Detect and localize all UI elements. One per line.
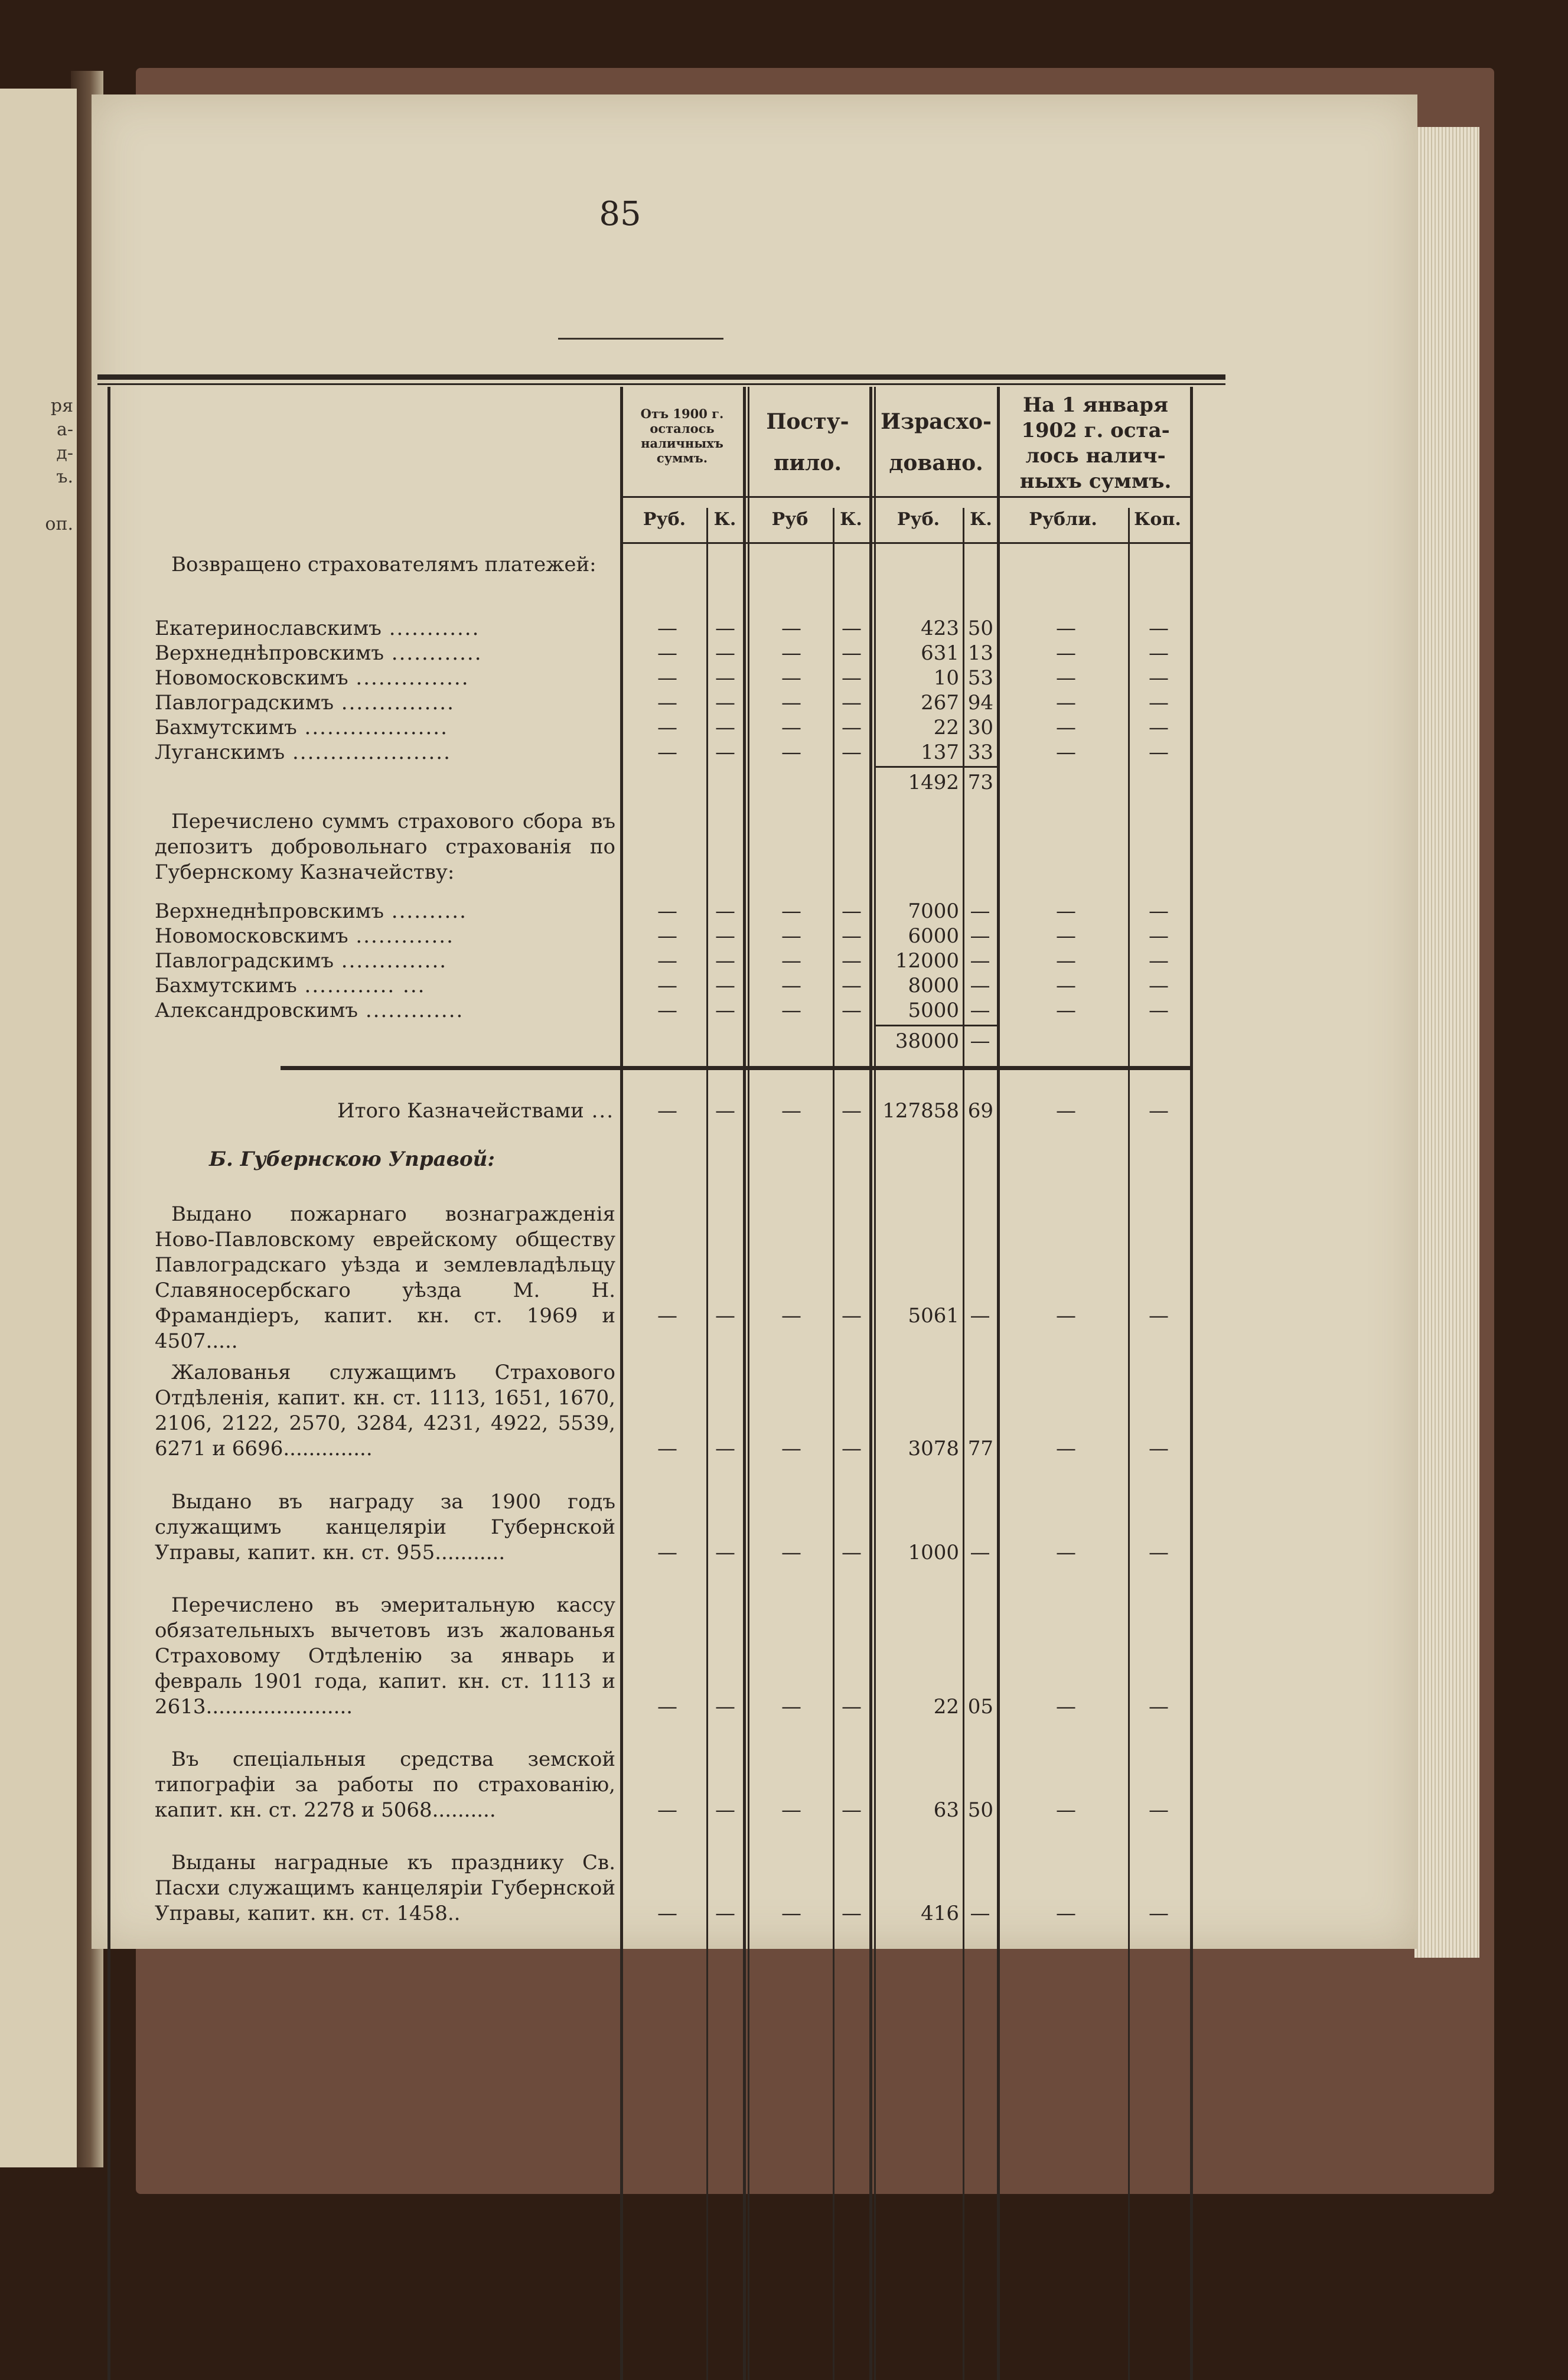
- section2-total-kop: —: [970, 1029, 990, 1053]
- table-row: Бахмутскимъ ...................: [155, 716, 448, 739]
- left-page-stub: а-: [56, 419, 73, 440]
- table-row: Новомосковскимъ ...............: [155, 666, 470, 690]
- header-col1: Отъ 1900 г. осталось наличныхъ суммъ.: [640, 406, 724, 465]
- column-line: [620, 387, 623, 2380]
- itogo-kop: 69: [967, 1099, 993, 1123]
- header-col4: На 1 января 1902 г. оста- лось налич- ныхъ суммъ.: [1019, 393, 1172, 493]
- entry-text: Перечислено въ эмеритальную кассу обязательныхъ вычетовъ изъ жалованья Страховому Отдѣленію за январь и февраль 1901 года, капит. кн. ст. 1113 и 2613.......................: [155, 1593, 615, 1719]
- subheader-kop: К.: [840, 509, 862, 530]
- page-number: 85: [599, 195, 641, 233]
- table-row: Верхнеднѣпровскимъ ..........: [155, 899, 467, 923]
- itogo-rule: [281, 1066, 1193, 1070]
- left-page-stub: ря: [50, 396, 73, 416]
- table-row: Луганскимъ .....................: [155, 741, 451, 764]
- column-line: [748, 387, 749, 2380]
- entry-text: Жалованья служащимъ Страхового Отдѣленія, капит. кн. ст. 1113, 1651, 1670, 2106, 2122, 2570, 3284, 4231, 4922, 5539, 6271 и 6696..............: [155, 1361, 615, 1460]
- table-row: Верхнеднѣпровскимъ ............: [155, 641, 483, 665]
- page-number-rule: [558, 338, 723, 340]
- entry-text: Выдано въ награду за 1900 годъ служащимъ канцеляріи Губернской Управы, капит. кн. ст. 955...........: [155, 1490, 615, 1564]
- section2-heading: Перечислено суммъ страхового сбора въ депозитъ добровольнаго страхованія по Губернскому Казначейству:: [155, 810, 615, 884]
- column-line: [869, 387, 872, 2380]
- subheader-kop: Коп.: [1134, 509, 1181, 530]
- subheader-rub: Рубли.: [1029, 509, 1097, 530]
- table-row: Екатеринославскимъ ............: [155, 617, 480, 640]
- subtotal-rule: [874, 1025, 998, 1026]
- itogo-rub: 127858: [882, 1099, 959, 1123]
- subtotal-rule: [874, 766, 998, 768]
- top-rule: [97, 374, 1225, 380]
- subheader-rub: Руб: [771, 509, 809, 530]
- table-row: Бахмутскимъ ............ ...: [155, 974, 426, 997]
- itogo-label: Итого Казначействами ...: [337, 1099, 614, 1123]
- page-edges: [1414, 127, 1479, 1958]
- left-page-stub: ъ.: [56, 467, 73, 487]
- table-row: Новомосковскимъ .............: [155, 924, 454, 948]
- entry-text: Въ спеціальныя средства земской типографіи за работы по страхованію, капит. кн. ст. 2278 и 5068..........: [155, 1747, 615, 1822]
- section1-heading: Возвращено страхователямъ платежей:: [171, 553, 596, 576]
- header-col2: Посту- пило.: [766, 409, 849, 475]
- subheader-kop: К.: [713, 509, 736, 530]
- column-line: [1190, 387, 1193, 2380]
- section-b-title: Б. Губернскою Управой:: [209, 1147, 495, 1171]
- top-rule-thin: [97, 383, 1225, 385]
- table-row: Александровскимъ .............: [155, 999, 464, 1022]
- section1-total-rub: 1492: [908, 771, 959, 794]
- left-page-fragment: [0, 89, 77, 2167]
- header-rule: [623, 496, 1190, 498]
- left-page-stub: д-: [56, 443, 73, 464]
- section1-total-kop: 73: [967, 771, 993, 794]
- table-row: Павлоградскимъ ..............: [155, 949, 448, 973]
- left-page-stub: оп.: [45, 514, 73, 534]
- section2-total-rub: 38000: [895, 1029, 959, 1053]
- left-margin-line: [107, 387, 110, 2380]
- subheader-rub: Руб.: [643, 509, 686, 530]
- column-line: [997, 387, 1000, 2380]
- subheader-rub: Руб.: [897, 509, 940, 530]
- entry-text: Выдано пожарнаго вознагражденія Ново-Павловскому еврейскому обществу Павлоградскаго уѣзда и землевладѣльцу Славяносербскаго уѣзда М. Н. Фрамандіеръ, капит. кн. ст. 1969 и 4507.....: [155, 1202, 615, 1353]
- subheader-rule: [623, 542, 1190, 544]
- entry-text: Выданы наградные къ празднику Св. Пасхи служащимъ канцеляріи Губернской Управы, капит. кн. ст. 1458..: [155, 1851, 615, 1925]
- scan-scene: ря а- д- ъ. оп. 85 Отъ 1900 г. осталось наличныхъ суммъ. Посту- пило. Израсхо- довано. На 1 января 1902 г. оста- лось налич- ныхъ суммъ. Руб. К. Руб К. Руб. К. Рубли. Коп. Возвращено страхователямъ платежей: Екатеринославскимъ ............ Верхнеднѣпровскимъ ............ Новомосковскимъ ............... Павлоградскимъ ............... Бахмутскимъ ................... Луганскимъ ..................... — — — — 423 50 — — — — — — 631 13 — — — — — — 10 53 — — — — — — 267 94 — — — — — — 22 30 — — — — — — 137 33 — — 1492 73 Перечислено суммъ страхового сбора въ депозитъ добровольнаго страхованія по Губернскому Казначейству: Верхнеднѣпровскимъ .......... Новомосковскимъ ............. Павлоградскимъ .............. Бахмутскимъ ............ ... Александровскимъ ............. — — — — 7000 — — — — — — — 6000 — — — — — — — 12000 — — — — — — — 8000 — — — — — — — 5000 — — — 38000 — Итого Казначействами ... — — — — 127858 69 — — Б. Губернскою Управой: Выдано пожарнаго вознагражденія Ново-Павловскому еврейскому обществу Павлоградскаго уѣзда и землевладѣльцу Славяносербскаго уѣзда М. Н. Фрамандіеръ, капит. кн. ст. 1969 и 4507..... — — — — 5061 — — — Жалованья служащимъ Страхового Отдѣленія, капит. кн. ст. 1113, 1651, 1670, 2106, 2122, 2570, 3284, 4231, 4922, 5539, 6271 и 6696.............. — — — — 3078 77 — — Выдано въ награду за 1900 годъ служащимъ канцеляріи Губернской Управы, капит. кн. ст. 955........... — — — — 1000 — — — Перечислено въ эмеритальную кассу обязательныхъ вычетовъ изъ жалованья Страховому Отдѣленію за январь и февраль 1901 года, капит. кн. ст. 1113 и 2613....................... — — — — 22 05 — — Въ спеціальныя средства земской типографіи за работы по страхованію, капит. кн. ст. 2278 и 5068.......... — — — — 63 50 — — Выданы наградные къ празднику Св. Пасхи служащимъ канцеляріи Губернской Управы, капит. кн. ст. 1458.. — — — — 416 — — —: [0, 0, 1568, 2249]
- header-col3: Израсхо- довано.: [881, 409, 992, 475]
- table-row: Павлоградскимъ ...............: [155, 691, 455, 715]
- subheader-kop: К.: [970, 509, 992, 530]
- column-line: [743, 387, 746, 2380]
